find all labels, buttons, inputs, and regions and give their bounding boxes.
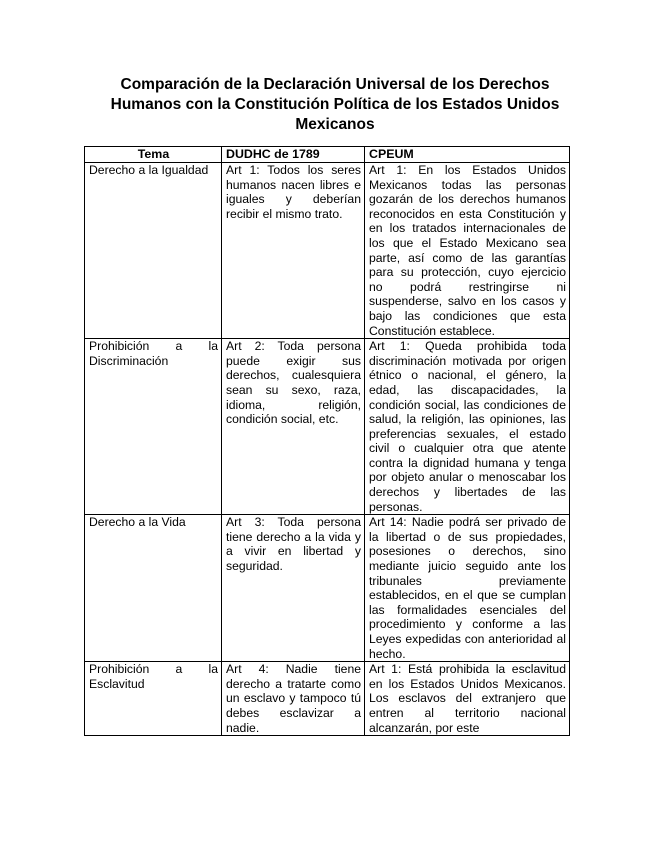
header-cpeum: CPEUM — [365, 147, 570, 163]
cell-cpeum: Art 1: Queda prohibida toda discriminación motivada por origen étnico o nacional, el género, la edad, las discapacidades, la condición social, las condiciones de salud, la religión, las opiniones, las preferencias sexuales, el estado civil o cualquier otra que atente contra la dignidad humana y tenga por objeto anular o menoscabar los derechos y libertades de las personas. — [365, 339, 570, 515]
cell-tema: Derecho a la Igualdad — [85, 163, 222, 339]
title-line: Mexicanos — [295, 116, 375, 133]
table-row — [85, 339, 570, 515]
cell-dudhc: Art 2: Toda persona puede exigir sus derechos, cualesquiera sean su sexo, raza, idioma, religión, condición social, etc. — [222, 339, 365, 515]
cell-tema: Derecho a la Vida — [85, 515, 222, 662]
table-row — [85, 515, 570, 662]
comparison-table — [84, 146, 570, 736]
title-line: Comparación de la Declaración Universal de los Derechos — [120, 76, 550, 93]
cell-cpeum: Art 1: Está prohibida la esclavitud en los Estados Unidos Mexicanos. Los esclavos del extranjero que entren al territorio nacional alcanzarán, por este — [365, 662, 570, 736]
table-row — [85, 662, 570, 736]
cell-tema: Prohibición a la Esclavitud — [85, 662, 222, 736]
header-tema: Tema — [85, 147, 222, 163]
header-dudhc: DUDHC de 1789 — [222, 147, 365, 163]
cell-cpeum: Art 1: En los Estados Unidos Mexicanos todas las personas gozarán de los derechos humanos reconocidos en esta Constitución y en los tratados internacionales de los que el Estado Mexicano sea parte, así como de las garantías para su protección, cuyo ejercicio no podrá restringirse ni suspenderse, salvo en los casos y bajo las condiciones que esta Constitución establece. — [365, 163, 570, 339]
cell-tema: Prohibición a la Discriminación — [85, 339, 222, 515]
cell-dudhc: Art 3: Toda persona tiene derecho a la vida y a vivir en libertad y seguridad. — [222, 515, 365, 662]
cell-dudhc: Art 1: Todos los seres humanos nacen libres e iguales y deberían recibir el mismo trato. — [222, 163, 365, 339]
title-line: Humanos con la Constitución Política de los Estados Unidos — [110, 96, 560, 113]
document-title — [90, 75, 580, 135]
table-header-row — [85, 147, 570, 163]
table-row — [85, 163, 570, 339]
cell-cpeum: Art 14: Nadie podrá ser privado de la libertad o de sus propiedades, posesiones o derechos, sino mediante juicio seguido ante los tribunales previamente establecidos, en el que se cumplan las formalidades esenciales del procedimiento y conforme a las Leyes expedidas con anterioridad al hecho. — [365, 515, 570, 662]
cell-dudhc: Art 4: Nadie tiene derecho a tratarte como un esclavo y tampoco tú debes esclavizar a nadie. — [222, 662, 365, 736]
